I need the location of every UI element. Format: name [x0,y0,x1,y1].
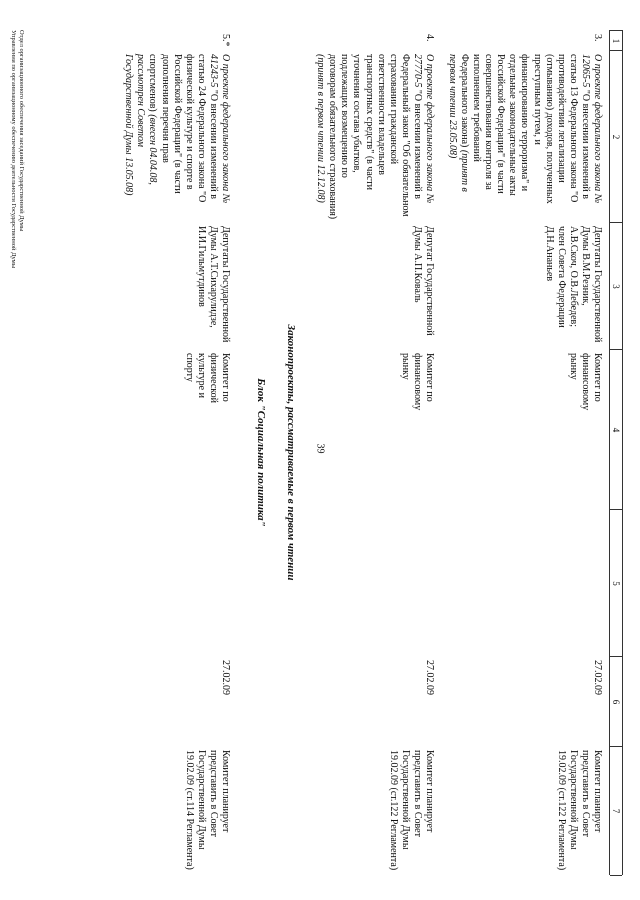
remark: Комитет планирует представить в Совет Государственной Думы 19.02.09 (ст.114 Регламента) [183,750,231,870]
column-header: 6 [610,656,622,747]
column-header: 1 [610,30,622,51]
responsible-committee: Комитет по финансовому рынку [567,353,603,411]
responsible-committee: Комитет по физической культуре и спорту [183,353,231,403]
bill-note: (принят в первом чтении 12.12.08) [315,54,327,203]
column-header: 2 [610,50,622,223]
remark: Комитет планирует представить в Совет Государственной Думы 19.02.09 (ст.122 Регламента) [387,750,435,871]
section-heading: Законопроекты, рассматриваемые в первом чтении [285,324,297,581]
agenda-table [13,30,623,875]
column-header: 3 [610,222,622,350]
bill-number: О проекте федерального закона № 41243-5 [207,54,231,204]
remark: Комитет планирует представить в Совет Государственной Думы 19.02.09 (ст.122 Регламента) [555,750,603,871]
column-header: 7 [610,746,622,876]
consideration-date: 27.02.09 [424,660,435,695]
bill-description [314,54,435,220]
bill-title: "О внесении изменений в статью 13 Федерального закона "О противодействии легализации (отмыванию) доходов, полученных преступным путем, и финансированию терроризма" и отдельные законодательные акты Российской Федерации" (в части совершенствования контроля за исполнением требований Федерального закона) [458,54,591,204]
consideration-date: 27.02.09 [220,660,231,695]
consideration-date: 27.02.09 [592,660,603,695]
bill-number: О проекте федерального закона № 27770-5 [411,54,435,204]
bill-description [122,54,231,220]
bill-authors: Депутат Государственной Думы А.П.Коваль [411,226,435,336]
bill-description [446,54,603,220]
block-heading: Блок "Социальная политика" [255,378,267,527]
table-header-row [609,30,623,875]
footer-line: Управления по организационному обеспечению деятельности Государственной Думы [10,30,17,269]
bill-title: "О внесении изменений в статью 24 Федерального закона "О физической культуре и спорте в Российской Федерации" (в части дополнения перечня прав спортсменов) [147,54,219,203]
footer-line: Отдел организационного обеспечения заседаний Государственной Думы [18,30,25,232]
column-header: 5 [610,509,622,657]
row-number: 5.* [220,34,231,47]
page-number: 39 [314,443,326,454]
bill-note: (внесен 04.04.08, рассмотрен Советом Государственной Думы 13.05.08) [123,54,159,196]
bill-authors: Депутаты Государственной Думы А.Т.Сихарулидзе, И.И.Гильмутдинов [195,226,231,343]
row-number: 3. [592,34,603,42]
row-number: 4. [424,34,435,42]
bill-authors: Депутаты Государственной Думы В.М.Резник, А.В.Скоч, О.В.Лебедев; член Совета Федерации Д.Н.Ананьев [543,226,603,343]
page-footer [9,30,25,875]
bill-number: О проекте федерального закона № 12065-5 [579,54,603,204]
bill-title: "О внесении изменений в Федеральный закон "Об обязательном страховании гражданской ответственности владельцев транспортных средств" (в части уточнения состава убытков, подлежащих возмещению по договорам обязательного страхования) [327,54,423,220]
bill-note: (принят в первом чтении 23.05.08) [446,54,470,192]
responsible-committee: Комитет по финансовому рынку [399,353,435,411]
column-header: 4 [610,349,622,510]
